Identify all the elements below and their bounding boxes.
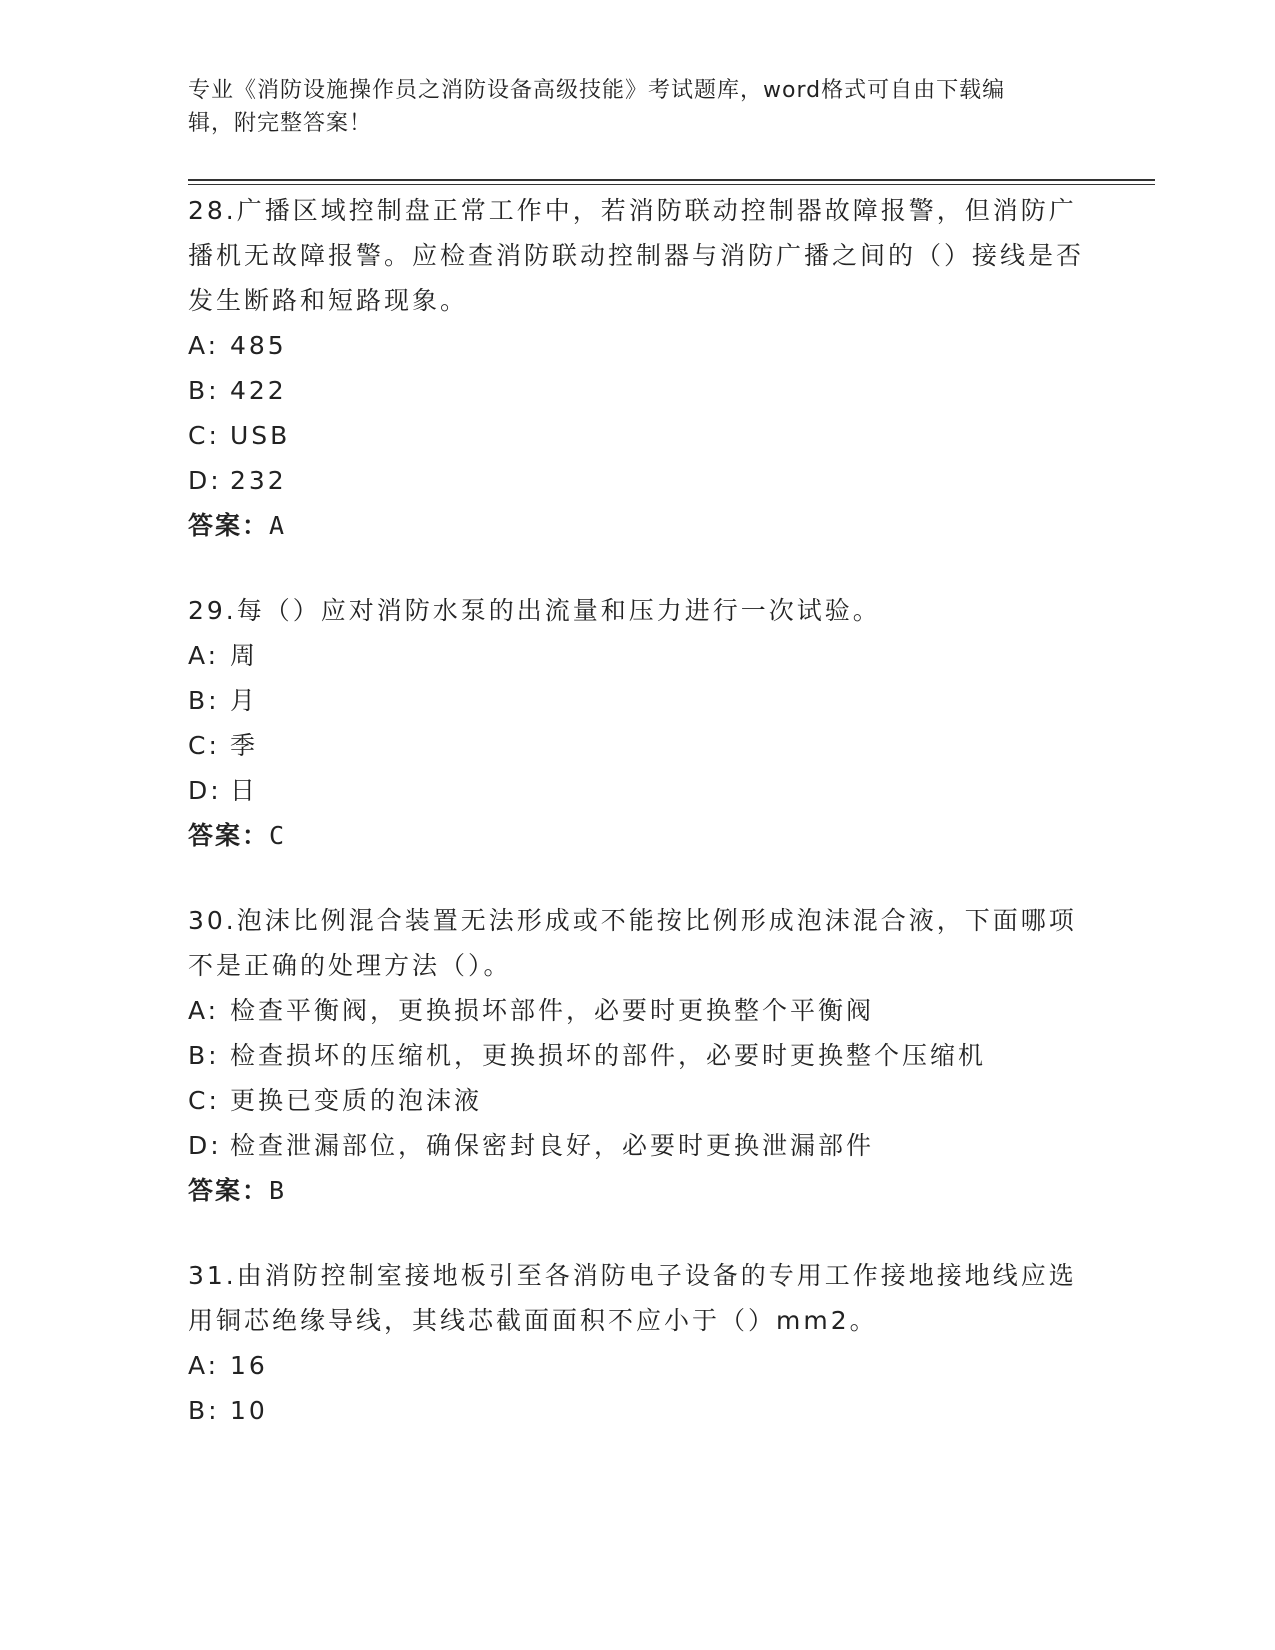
option-label: A: xyxy=(188,641,220,670)
option-a xyxy=(188,633,1088,678)
option-label: B: xyxy=(188,1041,220,1070)
answer-line xyxy=(188,1168,1088,1213)
question-stem: 30.泡沫比例混合装置无法形成或不能按比例形成泡沫混合液，下面哪项不是正确的处理方法（）。 xyxy=(188,906,1077,980)
option-b xyxy=(188,678,1088,723)
option-label: D: xyxy=(188,776,222,805)
option-a xyxy=(188,988,1088,1033)
option-d xyxy=(188,1123,1088,1168)
option-text: 季 xyxy=(230,731,259,760)
option-label: D: xyxy=(188,1131,222,1160)
option-b xyxy=(188,1033,1088,1078)
option-label: C: xyxy=(188,421,220,450)
option-c xyxy=(188,413,1088,458)
option-label: A: xyxy=(188,996,220,1025)
option-text: 485 xyxy=(230,331,287,360)
option-text: 232 xyxy=(230,466,287,495)
option-label: A: xyxy=(188,331,220,360)
option-d xyxy=(188,458,1088,503)
answer-value: B xyxy=(269,1176,287,1205)
option-a xyxy=(188,323,1088,368)
option-d xyxy=(188,768,1088,813)
option-text: 更换已变质的泡沫液 xyxy=(230,1086,483,1115)
question-stem: 31.由消防控制室接地板引至各消防电子设备的专用工作接地接地线应选用铜芯绝缘导线，其线芯截面面积不应小于（）mm2。 xyxy=(188,1261,1077,1335)
answer-label: 答案： xyxy=(188,1176,270,1205)
option-text: 检查泄漏部位，确保密封良好，必要时更换泄漏部件 xyxy=(230,1131,875,1160)
option-text: USB xyxy=(230,421,291,450)
option-text: 422 xyxy=(230,376,287,405)
option-label: C: xyxy=(188,1086,220,1115)
option-text: 月 xyxy=(230,686,259,715)
answer-label: 答案： xyxy=(188,821,270,850)
option-c xyxy=(188,1078,1088,1123)
option-text: 日 xyxy=(230,776,259,805)
option-text: 检查损坏的压缩机，更换损坏的部件，必要时更换整个压缩机 xyxy=(230,1041,987,1070)
option-text: 周 xyxy=(230,641,259,670)
question-stem: 28.广播区域控制盘正常工作中，若消防联动控制器故障报警，但消防广播机无故障报警。应检查消防联动控制器与消防广播之间的（）接线是否发生断路和短路现象。 xyxy=(188,196,1085,315)
question-list xyxy=(188,188,1088,1473)
option-label: B: xyxy=(188,376,220,405)
option-text: 10 xyxy=(230,1396,268,1425)
answer-line xyxy=(188,503,1088,548)
question-29 xyxy=(188,588,1088,858)
option-label: D: xyxy=(188,466,222,495)
answer-line xyxy=(188,813,1088,858)
option-label: A: xyxy=(188,1351,220,1380)
header-divider-thin xyxy=(188,184,1155,185)
question-stem: 29.每（）应对消防水泵的出流量和压力进行一次试验。 xyxy=(188,596,881,625)
option-text: 检查平衡阀，更换损坏部件，必要时更换整个平衡阀 xyxy=(230,996,875,1025)
question-28 xyxy=(188,188,1088,548)
option-label: B: xyxy=(188,1396,220,1425)
header-line-1: 专业《消防设施操作员之消防设备高级技能》考试题库，word格式可自由下载编 xyxy=(188,78,1006,103)
option-label: B: xyxy=(188,686,220,715)
option-b xyxy=(188,368,1088,413)
header-divider-thick xyxy=(188,179,1155,181)
option-b xyxy=(188,1388,1088,1433)
question-30 xyxy=(188,898,1088,1213)
answer-value: C xyxy=(269,821,287,850)
option-label: C: xyxy=(188,731,220,760)
answer-value: A xyxy=(269,511,287,540)
option-a xyxy=(188,1343,1088,1388)
document-header xyxy=(188,74,1068,140)
header-line-2: 辑，附完整答案！ xyxy=(188,111,373,136)
option-c xyxy=(188,723,1088,768)
question-31 xyxy=(188,1253,1088,1433)
option-text: 16 xyxy=(230,1351,268,1380)
answer-label: 答案： xyxy=(188,511,270,540)
